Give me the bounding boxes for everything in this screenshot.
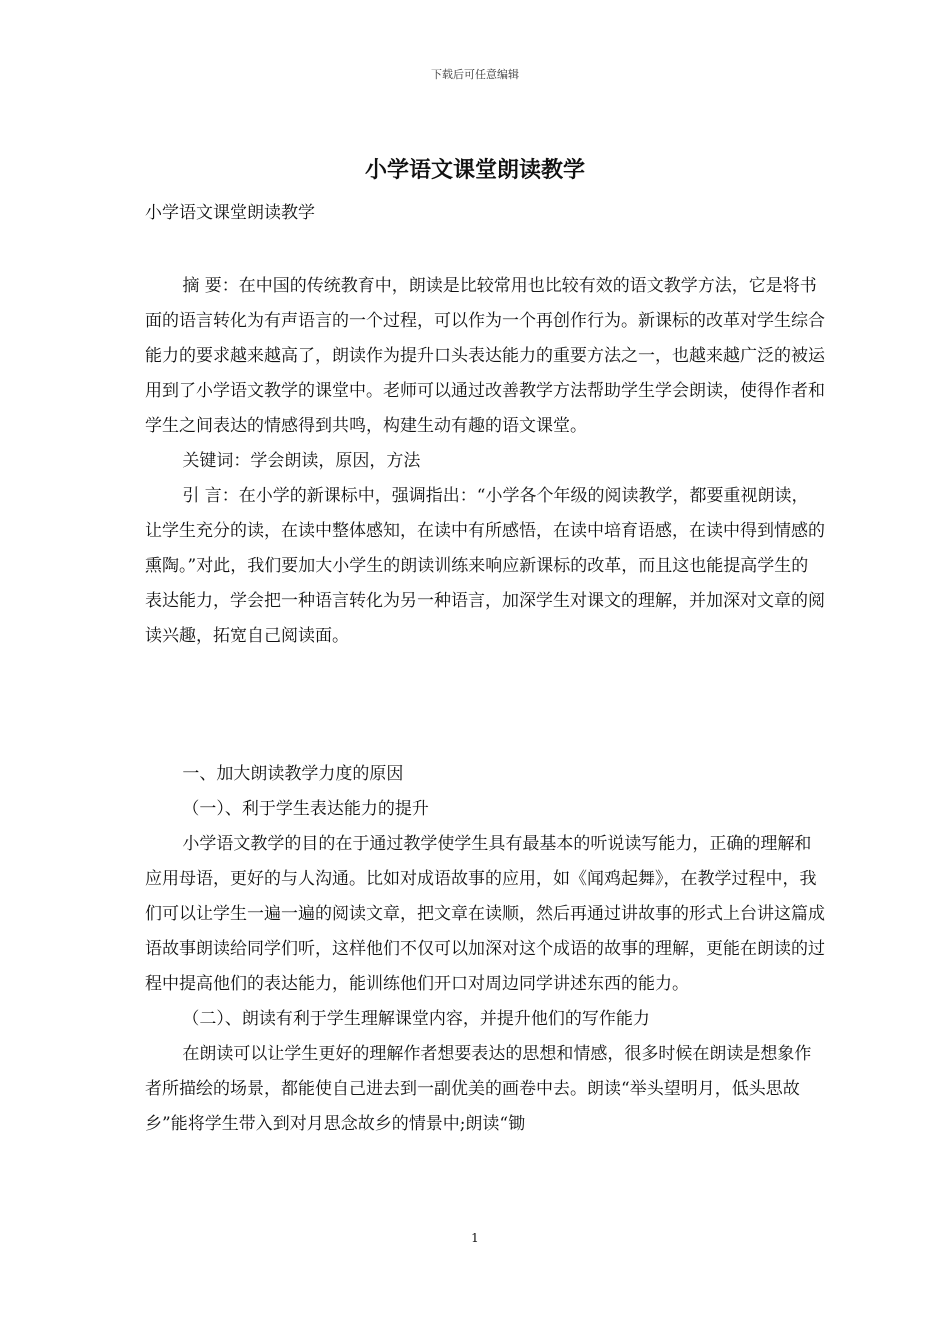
subtitle-block <box>145 196 825 231</box>
abstract-section <box>145 269 825 654</box>
sub2-heading: （二）、朗读有利于学生理解课堂内容，并提升他们的写作能力 <box>182 1009 650 1029</box>
page-number: 1 <box>471 1231 479 1245</box>
header-note: 下载后可任意编辑 <box>431 68 519 81</box>
abstract-paragraph: 摘 要：在中国的传统教育中，朗读是比较常用也比较有效的语文教学方法，它是将书面的语言转化为有声语言的一个过程，可以作为一个再创作行为。新课标的改革对学生综合能力的要求越来越高了，朗读作为提升口头表达能力的重要方法之一，也越来越广泛的被运用到了小学语文教学的课堂中。老师可以通过改善教学方法帮助学生学会朗读，使得作者和学生之间表达的情感得到共鸣，构建生动有趣的语文课堂。 <box>145 276 825 436</box>
intro-paragraph: 引 言：在小学的新课标中，强调指出：“小学各个年级的阅读教学，都要重视朗读，让学生充分的读，在读中整体感知，在读中有所感悟，在读中培育语感，在读中得到情感的熏陶。”对此，我们要加大小学生的朗读训练来响应新课标的改革，而且这也能提高学生的表达能力，学会把一种语言转化为另一种语言，加深学生对课文的理解，并加深对文章的阅读兴趣，拓宽自己阅读面。 <box>145 486 825 646</box>
sub2-body: 在朗读可以让学生更好的理解作者想要表达的思想和情感，很多时候在朗读是想象作者所描绘的场景，都能使自己进去到一副优美的画卷中去。朗读“举头望明月，低头思故乡”能将学生带入到对月思念故乡的情景中;朗读“锄 <box>145 1044 812 1134</box>
document-subtitle: 小学语文课堂朗读教学 <box>145 203 315 223</box>
body-section <box>145 757 825 1142</box>
keywords-paragraph: 关键词：学会朗读，原因，方法 <box>182 451 421 471</box>
sub1-heading: （一）、利于学生表达能力的提升 <box>182 799 429 819</box>
document-title: 小学语文课堂朗读教学 <box>364 157 585 183</box>
section1-heading: 一、加大朗读教学力度的原因 <box>182 764 404 784</box>
sub1-body: 小学语文教学的目的在于通过教学使学生具有最基本的听说读写能力，正确的理解和应用母语，更好的与人沟通。比如对成语故事的应用，如《闻鸡起舞》，在教学过程中，我们可以让学生一遍一遍的阅读文章，把文章在读顺，然后再通过讲故事的形式上台讲这篇成语故事朗读给同学们听，这样他们不仅可以加深对这个成语的故事的理解，更能在朗读的过程中提高他们的表达能力，能训练他们开口对周边同学讲述东西的能力。 <box>145 834 825 994</box>
